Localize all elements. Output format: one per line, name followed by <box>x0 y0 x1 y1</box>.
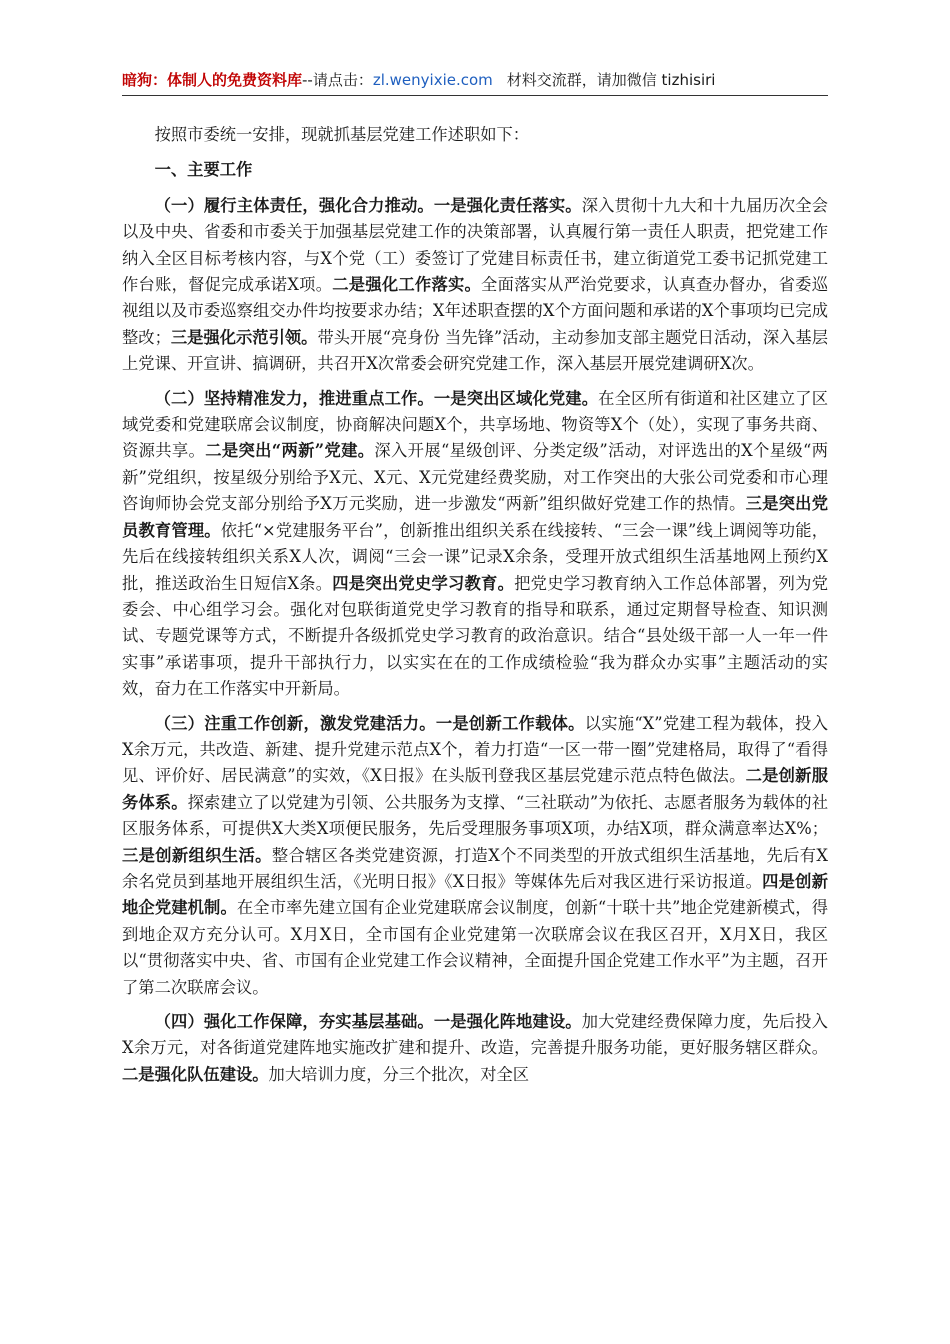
p1-heading-2: 二是强化工作落实。 <box>332 275 482 295</box>
p2-text-3: 依托“×党建服务平台”，创新推出组织关系在线接转、“三会一课”线上调阅等功能，先后在线接转组织关系X人次，调阅“三会一课”记录X余条，受理开放式组织生活基地网上预约X批，推送政治生日短信X条。 <box>122 520 828 593</box>
p2-text-2: 深入开展“星级创评、分类定级”活动，对评选出的X个星级“两新”党组织，按星级分别给予X元、X元、X元党建经费奖励，对工作突出的大张公司党委和市心理咨询师协会党支部分别给予X万元奖励，进一步激发“两新”组织做好党建工作的热情。 <box>122 441 828 514</box>
header-cta: --请点击： <box>302 71 373 89</box>
p1-heading-3: 三是强化示范引领。 <box>170 327 318 347</box>
paragraph-1 <box>122 193 828 378</box>
header-url-link[interactable]: zl.wenyixie.com <box>372 71 493 89</box>
p3-text-2: 探索建立了以党建为引领、公共服务为支撑、“三社联动”为依托、志愿者服务为载体的社区服务体系，可提供X大类X项便民服务，先后受理服务事项X项，办结X项，群众满意率达X%； <box>122 792 828 839</box>
p1-text-2: 全面落实从严治党要求，认真查办督办，省委巡视组以及市委巡察组交办件均按要求办结；X年述职查摆的X个方面问题和承诺的X个事项均已完成整改； <box>122 275 828 347</box>
p4-text-2: 加大培训力度，分三个批次，对全区 <box>268 1064 530 1084</box>
section-title: 一、主要工作 <box>154 160 253 180</box>
page-header <box>122 66 822 94</box>
p3-heading-3: 三是创新组织生活。 <box>122 845 272 865</box>
p4-text-1: 加大党建经费保障力度，先后投入X余万元，对各街道党建阵地实施改扩建和提升、改造，完善提升服务功能，更好服务辖区群众。 <box>122 1012 828 1058</box>
p2-text-1: 在全区所有街道和社区建立了区域党委和党建联席会议制度，协商解决问题X个，共享场地、物资等X个（处），实现了事务共商、资源共享。 <box>122 388 828 461</box>
header-brand: 暗狗：体制人的免费资料库 <box>122 71 303 89</box>
p1-heading-1: 一是强化责任落实。 <box>433 195 582 215</box>
p2-text-4: 把党史学习教育纳入工作总体部署，列为党委会、中心组学习会。强化对包联街道党史学习教育的指导和联系，通过定期督导检查、知识测试、专题党课等方式，不断提升各级抓党史学习教育的政治意识。结合“县处级干部一人一年一件实事”承诺事项，提升干部执行力，以实实在在的工作成绩检验“我为群众办实事”主题活动的实效，奋力在工作落实中开新局。 <box>122 573 828 699</box>
p3-heading-4: 四是创新地企党建机制。 <box>122 871 828 918</box>
p3-heading-2: 二是创新服务体系。 <box>122 766 828 812</box>
intro-paragraph: 按照市委统一安排，现就抓基层党建工作述职如下： <box>154 125 530 144</box>
document-body <box>122 122 828 1096</box>
paragraph-2 <box>122 386 828 703</box>
p2-heading-2: 二是突出“两新”党建。 <box>205 441 375 461</box>
p1-lead: （一）履行主体责任，强化合力推动。 <box>154 195 434 215</box>
p4-lead: （四）强化工作保障，夯实基层基础。 <box>154 1012 434 1031</box>
p3-lead: （三）注重工作创新，激发党建活力。 <box>154 713 436 733</box>
paragraph-4 <box>122 1009 828 1088</box>
p2-lead: （二）坚持精准发力，推进重点工作。 <box>154 388 434 408</box>
paragraph-3 <box>122 711 828 1001</box>
p4-heading-1: 一是强化阵地建设。 <box>433 1012 582 1031</box>
p3-text-4: 在全市率先建立国有企业党建联席会议制度，创新“十联十共”地企党建新模式，得到地企双方充分认可。X月X日，全市国有企业党建第一次联席会议在我区召开，X月X日，我区以“贯彻落实中央、省、市国有企业党建工作会议精神，全面提升国企党建工作水平”为主题，召开了第二次联席会议。 <box>122 898 828 997</box>
p3-heading-1: 一是创新工作载体。 <box>435 713 585 733</box>
header-divider <box>122 95 828 96</box>
p1-text-1: 深入贯彻十九大和十九届历次全会以及中央、省委和市委关于加强基层党建工作的决策部署，认真履行第一责任人职责，把党建工作纳入全区目标考核内容，与X个党（工）委签订了党建目标责任书，建立街道党工委书记抓党建工作台账，督促完成承诺X项。 <box>122 195 828 295</box>
header-group-note: 材料交流群，请加微信 tizhisiri <box>506 71 716 89</box>
p2-heading-4: 四是突出党史学习教育。 <box>332 573 515 593</box>
p4-heading-2: 二是强化队伍建设。 <box>122 1064 269 1084</box>
p3-text-1: 以实施“X”党建工程为载体，投入X余万元，共改造、新建、提升党建示范点X个，着力打造“一区一带一圈”党建格局，取得了“看得见、评价好、居民满意”的实效，《X日报》在头版刊登我区基层党建示范点特色做法。 <box>122 713 828 786</box>
p2-heading-3: 三是突出党员教育管理。 <box>122 494 828 540</box>
p3-text-3: 整合辖区各类党建资源，打造X个不同类型的开放式组织生活基地，先后有X余名党员到基地开展组织生活，《光明日报》《X日报》等媒体先后对我区进行采访报道。 <box>122 845 828 891</box>
p2-heading-1: 一是突出区域化党建。 <box>433 388 599 408</box>
p1-text-3: 带头开展“亮身份 当先锋”活动，主动参加支部主题党日活动，深入基层上党课、开宣讲、搞调研，共召开X次常委会研究党建工作，深入基层开展党建调研X次。 <box>122 327 828 374</box>
